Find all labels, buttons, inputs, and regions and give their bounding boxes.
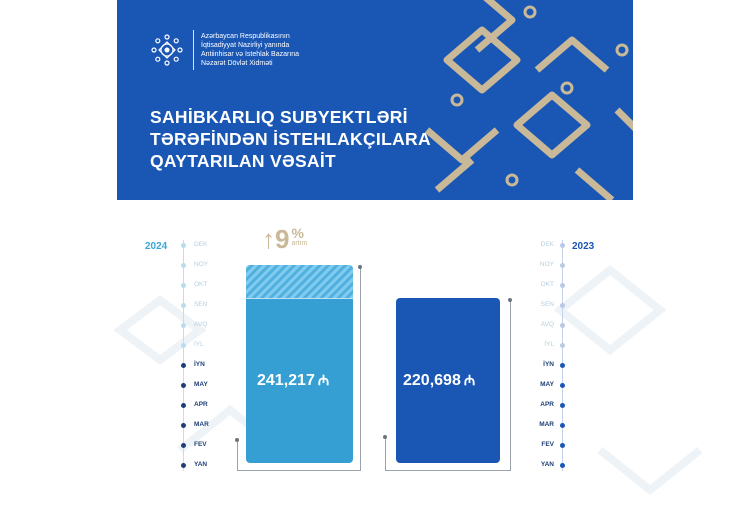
month-label-2023: AVQ <box>540 321 554 328</box>
timeline-2023-dot <box>560 423 565 428</box>
timeline-2023-dot <box>560 343 565 348</box>
manat-icon: ₼ <box>463 372 476 388</box>
growth-percent-sign: % <box>291 225 304 241</box>
timeline-2024-dot <box>181 263 186 268</box>
timeline-2023-dot <box>560 443 565 448</box>
connector-line <box>237 470 360 471</box>
logo-divider <box>193 30 194 70</box>
org-line: Antiinhisar və İstehlak Bazarına <box>201 51 300 58</box>
month-label-2023: İYN <box>543 361 554 368</box>
connector-line <box>237 441 238 471</box>
month-label-2023: SEN <box>540 301 554 308</box>
title-line: TƏRƏFİNDƏN İSTEHLAKÇILARA <box>150 129 431 149</box>
org-line: Azərbaycan Respublikasının <box>201 33 290 40</box>
decorative-pattern <box>417 0 633 200</box>
month-label-2024: İYN <box>194 361 205 368</box>
timeline-2023-line <box>562 240 563 471</box>
timeline-2024-dot <box>181 363 186 368</box>
timeline-2024-dot <box>181 423 186 428</box>
month-label-2023: MAY <box>540 381 554 388</box>
manat-icon: ₼ <box>317 372 330 388</box>
timeline-2023-dot <box>560 263 565 268</box>
timeline-2024-dot <box>181 343 186 348</box>
title-line: QAYTARILAN VƏSAİT <box>150 151 337 171</box>
connector-line <box>510 300 511 471</box>
org-line: Nəzarət Dövlət Xidməti <box>201 60 273 67</box>
year-label-2024: 2024 <box>145 241 168 252</box>
month-label-2024: MAY <box>194 381 208 388</box>
header-banner <box>117 0 633 200</box>
month-label-2023: FEV <box>541 441 554 448</box>
timeline-2024-dot <box>181 443 186 448</box>
up-arrow-icon: ↑ <box>262 224 275 254</box>
month-label-2024: NOY <box>194 261 209 268</box>
timeline-2024-dot <box>181 283 186 288</box>
growth-label: artım <box>291 240 308 247</box>
month-label-2023: İYL <box>544 341 554 348</box>
month-label-2023: NOY <box>539 261 554 268</box>
timeline-2024-dot <box>181 323 186 328</box>
month-label-2024: MAR <box>194 421 209 428</box>
timeline-2023-dot <box>560 323 565 328</box>
month-label-2023: APR <box>540 401 554 408</box>
timeline-2023-dot <box>560 283 565 288</box>
month-label-2023: YAN <box>540 461 554 468</box>
connector-dot <box>383 435 387 439</box>
month-label-2024: AVQ <box>194 321 208 328</box>
timeline-2023-dot <box>560 383 565 388</box>
month-label-2024: OKT <box>194 281 208 288</box>
month-label-2023: DEK <box>540 241 554 248</box>
month-label-2023: OKT <box>540 281 554 288</box>
connector-line <box>360 267 361 471</box>
value-number: 241,217 <box>257 372 315 389</box>
growth-hatch-area <box>246 265 353 298</box>
bar-value-2023 <box>403 371 475 390</box>
timeline-2023-dot <box>560 463 565 468</box>
connector-line <box>385 437 386 471</box>
hatch-divider <box>246 298 353 299</box>
organization-name <box>201 32 341 68</box>
month-label-2024: APR <box>194 401 208 408</box>
growth-value: 9 <box>275 224 290 254</box>
month-label-2024: YAN <box>194 461 208 468</box>
timeline-2023-dot <box>560 243 565 248</box>
month-label-2024: FEV <box>194 441 207 448</box>
emblem-icon <box>150 33 184 67</box>
timeline-2024-dot <box>181 463 186 468</box>
value-number: 220,698 <box>403 372 461 389</box>
growth-indicator <box>262 224 307 255</box>
connector-dot <box>508 298 512 302</box>
bar-2024 <box>246 265 353 463</box>
timeline-2024-dot <box>181 383 186 388</box>
month-label-2024: SEN <box>194 301 208 308</box>
month-label-2024: DEK <box>194 241 208 248</box>
bar-value-2024 <box>257 371 329 390</box>
connector-dot <box>235 438 239 442</box>
timeline-2023-dot <box>560 303 565 308</box>
org-line: İqtisadiyyat Nazirliyi yanında <box>201 42 290 49</box>
month-label-2023: MAR <box>539 421 554 428</box>
timeline-2024-dot <box>181 403 186 408</box>
timeline-2023-dot <box>560 403 565 408</box>
month-label-2024: İYL <box>194 341 204 348</box>
connector-line <box>385 470 510 471</box>
timeline-2024-dot <box>181 243 186 248</box>
year-label-2023: 2023 <box>572 241 595 252</box>
timeline-2024-line <box>183 240 184 471</box>
background-ornament <box>0 200 750 511</box>
timeline-2023-dot <box>560 363 565 368</box>
timeline-2024-dot <box>181 303 186 308</box>
title-line: SAHİBKARLIQ SUBYEKTLƏRİ <box>150 107 408 127</box>
connector-dot <box>358 265 362 269</box>
